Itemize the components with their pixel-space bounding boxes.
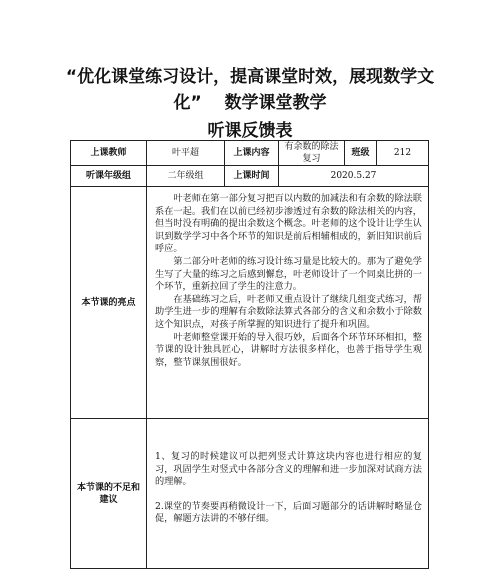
content-value: 有余数的除法复习 [279,141,345,166]
highlights-content [147,187,429,419]
class-label: 班级 [345,141,377,166]
feedback-table [70,140,429,569]
class-value: 212 [377,141,429,166]
table-row [71,166,429,187]
suggestions-label: 本节课的不足和建议 [71,419,147,569]
suggestions-paragraph: 2.课堂的节奏要再稍微设计一下，后面习题部分的话讲解时略显仓促，解题方法讲的不够仔细。 [155,500,422,525]
time-value: 2020.5.27 [279,166,429,187]
suggestions-paragraph: 1、复习的时候建议可以把列竖式计算这块内容也进行相应的复习，巩固学生对竖式中各部分含义的理解和进一步加深对试商方法的理解。 [155,451,422,488]
highlights-paragraph: 叶老师在第一部分复习把百以内数的加减法和有余数的除法联系在一起。我们在以前已经初步渗透过有余数的除法相关的内容，但当时没有明确的提出余数这个概念。叶老师的这个设计让学生认识到数学学习中各个环节的知识是前后相辅相成的，新旧知识前后呼应。 [155,193,422,255]
highlights-paragraph: 叶老师整堂课开始的导入很巧妙，后面各个环节环环相扣，整节课的设计独具匠心，讲解时方法很多样化，也善于指导学生观察，整节课氛围很好。 [155,331,422,368]
highlights-label: 本节课的亮点 [71,187,147,419]
table-row [71,141,429,166]
group-value: 二年级组 [147,166,225,187]
table-row [71,187,429,419]
content-label: 上课内容 [225,141,279,166]
document-subtitle: 听课反馈表 [207,121,293,141]
document-title-line-2: 化” 数学课堂教学 [173,93,327,113]
group-label: 听课年级组 [71,166,147,187]
document-title-line-1: “优化课堂练习设计，提高课堂时效，展现数学文 [65,67,435,87]
highlights-paragraph: 第二部分叶老师的练习设计练习量是比较大的。那为了避免学生写了大量的练习之后感到懈怠，叶老师设计了一个同桌比拼的一个环节，重新拉回了学生的注意力。 [155,255,422,293]
teacher-value: 叶平超 [147,141,225,166]
suggestions-content [147,419,429,569]
time-label: 上课时间 [225,166,279,187]
table-row [71,419,429,569]
highlights-paragraph: 在基础练习之后，叶老师又重点设计了继续几组变式练习，帮助学生进一步的理解有余数除法算式各部分的含义和余数小于除数这个知识点，对孩子所掌握的知识进行了提升和巩固。 [155,293,422,330]
teacher-label: 上课教师 [71,141,147,166]
